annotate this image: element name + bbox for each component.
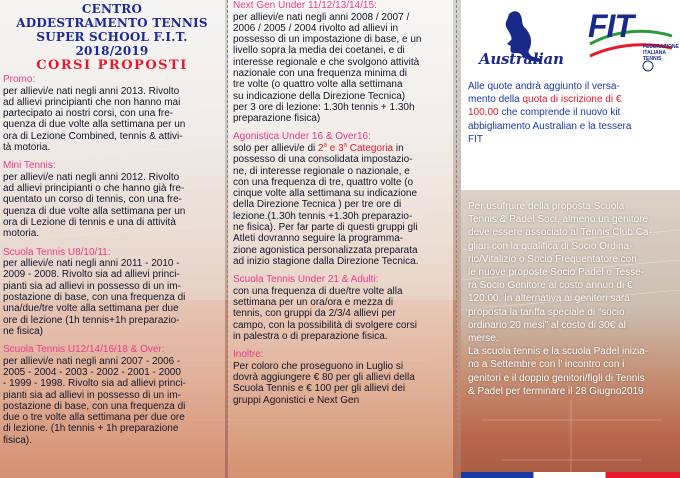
section-title: Inoltre: (233, 349, 264, 361)
section-title: Agonistica Under 16 & Over16: (233, 131, 371, 143)
section-body: Per coloro che proseguono in Luglio si dovrà aggiungere € 80 per gli allievi della Scuola Tennis e € 100 per gli allievi dei gruppi Agonistici e Next Gen (233, 360, 415, 406)
section-title: Mini Tennis: (3, 160, 56, 172)
registration-fee-text: Alle quote andrà aggiunto il versa- mento della quota di iscrizione di € 100,00 che comprende il nuovo kit abbigliamento Australian e la tessera FIT (468, 81, 632, 145)
logo-bar (461, 0, 680, 80)
section-title: Scuola Tennis U12/14/16/18 & Over: (3, 344, 165, 356)
fit-logo: FIT (588, 8, 633, 44)
fee-amount: 100,00 (468, 107, 499, 119)
courses-title: CORSI PROPOSTI (36, 58, 188, 73)
middle-panel (228, 0, 453, 478)
category-highlight: 2$^a$ e 3$^a$ Categoria (318, 142, 394, 154)
section-u8-10-11 (3, 247, 221, 338)
section-title: Scuola Tennis U8/10/11: (3, 246, 111, 258)
section-body: per allievi/e nati negli anni 2011 - 2010 - 2009 - 2008. Rivolto sia ad allievi princi- pianti sia ad allievi in possesso di un im- postazione di base, con una frequenza di una/due/tre volte alla settimana per due ore di lezione (1h tennis+1h preparazio- ne fisica) (3, 258, 186, 337)
section-u12-over (3, 344, 221, 446)
section-body: con una frequenza di due/tre volte alla settimana per un ora/ora e mezza di tennis, con gruppi da 2/3/4 allievi per campo, con la possibilità di svolgere corsi in palestra o di preparazione fisica. (233, 285, 417, 342)
section-promo (3, 74, 221, 153)
section-mini-tennis (3, 160, 221, 239)
section-body: per allievi/e nati negli anni 2008 / 2007 / 2006 / 2005 / 2004 rivolto ad allievi in possesso di un impostazione di base, e un livello sopra la media dei coetanei, e di interesse regionale e che svolgono attività nazionale con una frequenza minima di tre volte (o quattro volte alla settimana su indicazione della Direzione Tecnica) per 3 ore di lezione: 1.30h tennis + 1.30h preparazione fisica) (233, 11, 422, 125)
section-agonistica (233, 131, 450, 267)
section-under21-adulti (233, 274, 450, 342)
section-inoltre (233, 349, 450, 406)
section-title: Next Gen Under 11/12/13/14/15: (233, 0, 377, 11)
section-title: Promo: (3, 74, 36, 85)
section-body: per allievi/e nati negli anni 2007 - 2006 - 2005 - 2004 - 2003 - 2002 - 2001 - 2000 - 1999 - 1998. Rivolto sia ad allievi princi- pianti sia ad allievi in possesso di un im- postazione di base, con una frequenza di due o tre volte alla settimana per due ore di lezione. (1h tennis + 1h preparazione fisica). (3, 355, 186, 446)
section-next-gen (233, 0, 450, 124)
section-body: per allievi/e nati negli anni 2012. Rivolto ad allievi principianti o che hanno già fre- quentato un corso di tennis, con una fre- quenza di due volte alla settimana per un ora di Lezione di tennis e una di attività motoria. (3, 171, 186, 240)
membership-info: Per usufruire della proposta Scuola Tennis & Padel Soci, almeno un genitore deve essere associato al Tennis Club Ca- gliari con la qualifica di Socio Ordina- rio/Vitalizio o Socio Frequentatore con le nuove proposte Socio Padel o Tesse- ra Socio Genitore al costo annuo di € 120,00. In alternativa ai genitori sarà proposta la tariffa speciale di “socio ordinario 20 mesi” al costo di 30€ al merse. La scuola tennis e la scuola Padel inizia- no a Settembre con l’ incontro con i genitori e il doppio genitori/figli di Tennis & Padel per terminare il 28 Giugno2019 (468, 201, 652, 397)
fold-line (456, 0, 457, 478)
australian-logo: Australian (479, 50, 564, 68)
right-panel (461, 0, 680, 478)
fit-logo-subtitle: FEDERAZIONE ITALIANA TENNIS (643, 44, 679, 62)
left-panel (0, 0, 225, 478)
section-body: solo per allievi/e di 2$^a$ e 3$^a$ Categoria in possesso di una consolidata impostazio- ne, di interesse regionale o nazionale, e con una frequenza di tre, quattro volte (o cinque volte alla settimana su indicazione della Direzione Tecnica ) per tre ore di lezione.(1.30h tennis +1.30h preparazio- ne fisica). Per far parte di questi gruppi gli Atleti dovranno seguire la programma- zione agonistica personalizzata preparata ad inizio stagione dalla Direzione Tecnica. (233, 142, 419, 267)
section-body: per allievi/e nati negli anni 2013. Rivolto ad allievi principianti che non hanno mai partecipato ai nostri corsi, con una fre- quenza di due volte alla settimana per un ora di Lezione Combined, tennis & attivi- tà motoria. (3, 85, 186, 153)
school-header: CENTRO ADDESTRAMENTO TENNIS SUPER SCHOOL F.I.T. 2018/2019 (16, 2, 208, 58)
italian-flag-stripe (461, 472, 680, 478)
section-title: Scuola Tennis Under 21 & Adulti: (233, 274, 379, 286)
fee-highlight: quota di iscrizione di € (522, 94, 622, 106)
